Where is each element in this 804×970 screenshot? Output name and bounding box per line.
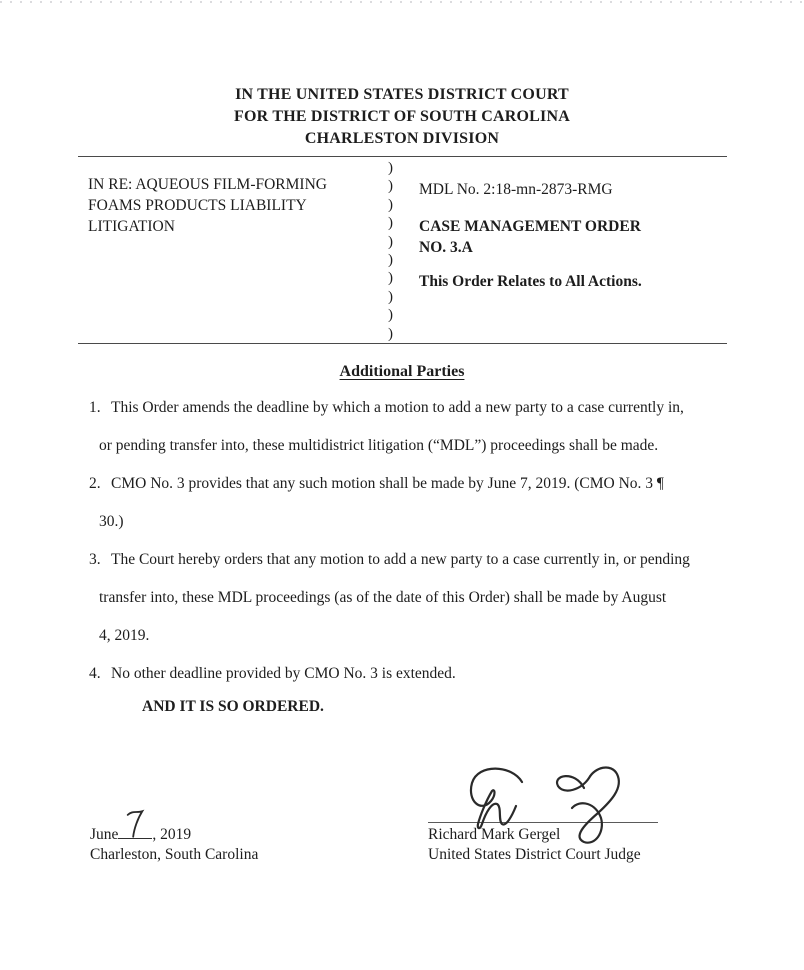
judge-title: United States District Court Judge xyxy=(428,846,641,863)
caption-paren: ) xyxy=(388,325,393,342)
order-title-line1: CASE MANAGEMENT ORDER xyxy=(419,218,641,235)
order-list xyxy=(88,389,748,693)
so-ordered-line: AND IT IS SO ORDERED. xyxy=(142,698,324,715)
caption-paren-column xyxy=(388,159,393,343)
caption-paren: ) xyxy=(388,196,393,213)
order-title xyxy=(419,216,642,258)
date-suffix: , 2019 xyxy=(152,826,192,843)
item-line: or pending transfer into, these multidistrict litigation (“MDL”) proceedings shall be made. xyxy=(99,437,659,454)
party-name-line: IN RE: AQUEOUS FILM-FORMING xyxy=(88,176,327,193)
caption-right-column xyxy=(419,180,642,291)
court-header xyxy=(0,84,804,150)
caption-paren: ) xyxy=(388,307,393,324)
item-number: 2. xyxy=(89,475,101,492)
date-block xyxy=(90,824,258,865)
caption-paren: ) xyxy=(388,178,393,195)
case-caption-box xyxy=(78,156,727,344)
item-line: 30.) xyxy=(99,513,124,530)
caption-paren: ) xyxy=(388,270,393,287)
date-line xyxy=(90,824,258,845)
party-name-line: LITIGATION xyxy=(88,218,175,235)
caption-paren: ) xyxy=(388,160,393,176)
scan-artifact-dashes xyxy=(0,1,804,3)
party-name-line: FOAMS PRODUCTS LIABILITY xyxy=(88,197,307,214)
relates-to-line: This Order Relates to All Actions. xyxy=(419,273,642,290)
item-number: 3. xyxy=(89,551,101,568)
place-line: Charleston, South Carolina xyxy=(90,846,259,863)
court-name-line1: IN THE UNITED STATES DISTRICT COURT xyxy=(235,86,569,103)
order-title-line2: NO. 3.A xyxy=(419,239,473,256)
caption-paren: ) xyxy=(388,233,393,250)
judge-text xyxy=(428,825,641,865)
court-name-line3: CHARLESTON DIVISION xyxy=(304,130,500,147)
list-item xyxy=(88,465,748,541)
item-line: 4, 2019. xyxy=(99,627,150,644)
court-name-line2: FOR THE DISTRICT OF SOUTH CAROLINA xyxy=(234,108,570,125)
item-line: No other deadline provided by CMO No. 3 is extended. xyxy=(111,665,456,682)
handwritten-day-slot xyxy=(118,824,152,839)
item-line: CMO No. 3 provides that any such motion shall be made by June 7, 2019. (CMO No. 3 ¶ xyxy=(111,475,664,492)
list-item xyxy=(88,541,748,655)
signature-area xyxy=(0,762,804,892)
item-line: This Order amends the deadline by which a motion to add a new party to a case currently in, xyxy=(111,399,684,416)
caption-paren: ) xyxy=(388,215,393,232)
caption-paren: ) xyxy=(388,288,393,305)
party-name xyxy=(88,174,327,237)
item-line: transfer into, these MDL proceedings (as of the date of this Order) shall be made by August xyxy=(99,589,667,606)
item-line: The Court hereby orders that any motion to add a new party to a case currently in, or pending xyxy=(111,551,690,568)
judge-name: Richard Mark Gergel xyxy=(428,826,561,843)
caption-paren: ) xyxy=(388,252,393,269)
item-number: 4. xyxy=(89,665,101,682)
section-heading: Additional Parties xyxy=(339,363,465,380)
item-number: 1. xyxy=(89,399,101,416)
date-prefix: June xyxy=(90,826,119,843)
list-item xyxy=(88,389,748,465)
handwritten-day-icon xyxy=(125,808,145,840)
case-number: MDL No. 2:18-mn-2873-RMG xyxy=(419,181,613,198)
